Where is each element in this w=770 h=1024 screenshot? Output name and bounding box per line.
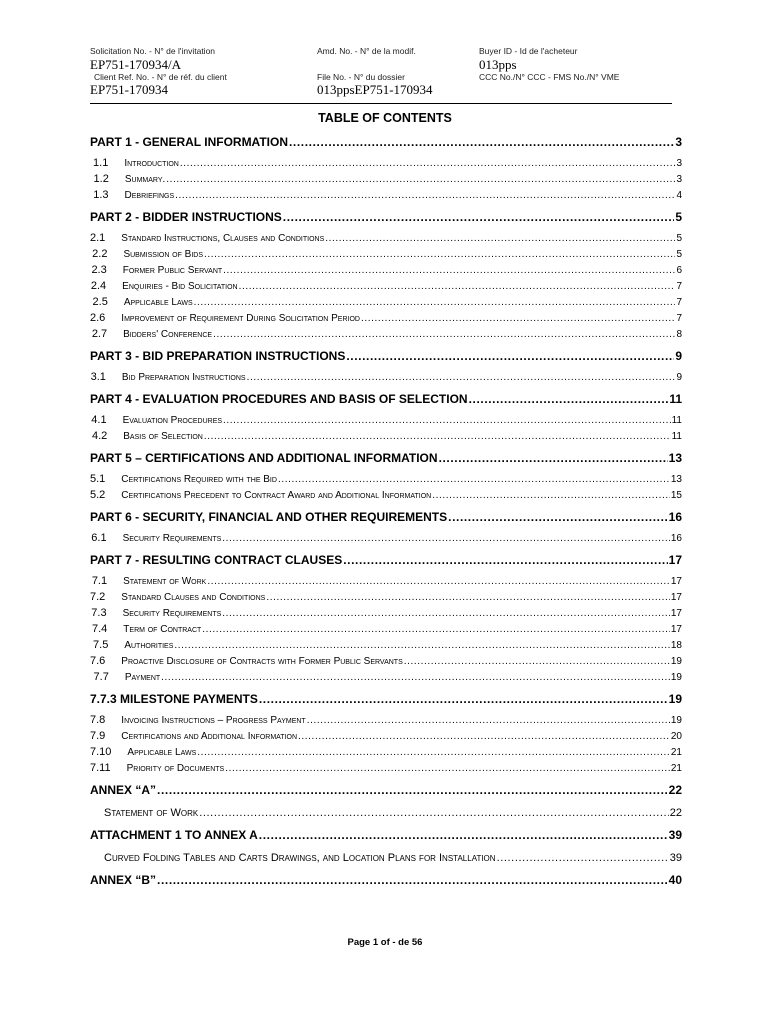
toc-entry-title: Payment bbox=[124, 672, 161, 683]
toc-page-number: 19 bbox=[670, 672, 682, 683]
toc-entry-number: 7.3 bbox=[91, 607, 107, 619]
toc-entry-row[interactable] bbox=[90, 169, 682, 185]
toc-entry-title: Statement of Work bbox=[123, 576, 207, 587]
toc-entry-row[interactable] bbox=[90, 410, 682, 426]
toc-page-number: 7 bbox=[676, 281, 682, 292]
toc-entry-row[interactable] bbox=[90, 801, 682, 819]
toc-entry-number: 1.3 bbox=[93, 189, 109, 201]
ccc-label: CCC No./N° CCC - FMS No./N° VME bbox=[479, 72, 620, 82]
toc-entry-title: Applicable Laws bbox=[123, 297, 193, 308]
toc-dot-leader bbox=[175, 190, 675, 201]
toc-entry-number: 3.1 bbox=[90, 371, 106, 383]
toc-entry-title: 7.7.3 MILESTONE PAYMENTS bbox=[90, 692, 258, 706]
toc-part-row[interactable] bbox=[90, 690, 682, 706]
toc-entry-row[interactable] bbox=[90, 324, 682, 340]
toc-page-number: 22 bbox=[668, 783, 682, 797]
toc-entry-row[interactable] bbox=[90, 244, 682, 260]
solicitation-label: Solicitation No. - N° de l'invitation bbox=[90, 46, 216, 56]
toc-entry-title: Certifications Required with the Bid bbox=[121, 474, 277, 485]
toc-part-row[interactable] bbox=[90, 390, 682, 406]
amendment-label: Amd. No. - N° de la modif. bbox=[317, 46, 416, 56]
toc-page-number: 16 bbox=[668, 510, 682, 524]
buyer-id-label: Buyer ID - Id de l'acheteur bbox=[479, 46, 578, 56]
toc-entry-title: PART 3 - BID PREPARATION INSTRUCTIONS bbox=[90, 349, 346, 363]
toc-entry-number: 7.5 bbox=[93, 639, 109, 651]
toc-entry-number: 7.1 bbox=[91, 575, 108, 587]
toc-page-number: 19 bbox=[670, 656, 682, 667]
toc-page-number: 3 bbox=[676, 174, 682, 185]
toc-entry-number: 7.11 bbox=[90, 762, 111, 774]
toc-entry-number: 2.5 bbox=[92, 296, 108, 308]
toc-dot-leader bbox=[439, 451, 668, 465]
toc-page-number: 7 bbox=[676, 313, 682, 324]
toc-entry-number: 7.4 bbox=[92, 623, 108, 635]
toc-page-number: 15 bbox=[670, 490, 682, 501]
toc-entry-number: 2.6 bbox=[90, 312, 106, 324]
toc-entry-title: PART 4 - EVALUATION PROCEDURES AND BASIS OF SELECTION bbox=[90, 392, 468, 406]
toc-entry-number: 2.4 bbox=[90, 280, 107, 292]
toc-entry-title: Standard Instructions, Clauses and Conditions bbox=[121, 233, 325, 244]
toc-dot-leader bbox=[259, 692, 668, 706]
toc-dot-leader bbox=[283, 210, 675, 224]
toc-part-row[interactable] bbox=[90, 449, 682, 465]
toc-page-number: 17 bbox=[670, 592, 682, 603]
toc-page-number: 5 bbox=[676, 249, 682, 260]
toc-dot-leader bbox=[266, 592, 670, 603]
toc-page-number: 7 bbox=[676, 297, 682, 308]
table-of-contents bbox=[90, 130, 682, 887]
toc-entry-number: 2.1 bbox=[90, 232, 106, 244]
toc-entry-number: 7.8 bbox=[90, 714, 106, 726]
buyer-id-value: 013pps bbox=[479, 57, 517, 72]
toc-entry-number: 2.7 bbox=[91, 328, 108, 340]
toc-entry-title: Enquiries - Bid Solicitation bbox=[122, 281, 238, 292]
toc-page-number: 20 bbox=[670, 731, 682, 742]
toc-entry-row[interactable] bbox=[90, 726, 682, 742]
toc-entry-title: ANNEX “A” bbox=[90, 783, 157, 797]
toc-dot-leader bbox=[298, 731, 670, 742]
toc-dot-leader bbox=[225, 763, 670, 774]
toc-entry-row[interactable] bbox=[90, 619, 682, 635]
toc-page-number: 9 bbox=[675, 349, 682, 363]
toc-entry-title: PART 1 - GENERAL INFORMATION bbox=[90, 135, 288, 149]
toc-page-number: 3 bbox=[675, 135, 682, 149]
toc-page-number: 16 bbox=[670, 533, 682, 544]
toc-entry-title: ATTACHMENT 1 TO ANNEX A bbox=[90, 828, 258, 842]
toc-entry-row[interactable] bbox=[90, 185, 682, 201]
toc-entry-title: ANNEX “B” bbox=[90, 873, 157, 887]
toc-entry-title: Security Requirements bbox=[122, 608, 222, 619]
toc-part-row[interactable] bbox=[90, 133, 682, 149]
toc-dot-leader bbox=[204, 249, 675, 260]
toc-dot-leader bbox=[404, 656, 670, 667]
toc-page-number: 17 bbox=[670, 608, 682, 619]
toc-part-row[interactable] bbox=[90, 551, 682, 567]
toc-page-number: 18 bbox=[670, 640, 682, 651]
toc-page-number: 4 bbox=[676, 190, 682, 201]
client-ref-value: EP751-170934 bbox=[90, 82, 168, 97]
toc-dot-leader bbox=[207, 576, 670, 587]
toc-entry-title: Certifications and Additional Information bbox=[121, 731, 298, 742]
toc-dot-leader bbox=[161, 672, 670, 683]
toc-entry-row[interactable] bbox=[90, 651, 682, 667]
toc-entry-row[interactable] bbox=[90, 667, 682, 683]
toc-page-number: 8 bbox=[676, 329, 682, 340]
toc-entry-row[interactable] bbox=[90, 469, 682, 485]
toc-entry-title: Bidders' Conference bbox=[123, 329, 213, 340]
toc-page-number: 11 bbox=[669, 392, 682, 406]
toc-part-row[interactable] bbox=[90, 781, 682, 797]
toc-page-number: 5 bbox=[676, 233, 682, 244]
toc-dot-leader bbox=[194, 297, 676, 308]
toc-dot-leader bbox=[180, 158, 676, 169]
toc-entry-row[interactable] bbox=[90, 308, 682, 324]
toc-entry-number: 5.2 bbox=[90, 489, 106, 501]
toc-entry-title: Standard Clauses and Conditions bbox=[121, 592, 266, 603]
toc-entry-row[interactable] bbox=[90, 367, 682, 383]
toc-dot-leader bbox=[222, 608, 670, 619]
toc-entry-title: Bid Preparation Instructions bbox=[121, 372, 246, 383]
toc-entry-title: Submission of Bids bbox=[123, 249, 204, 260]
toc-page-number: 21 bbox=[670, 747, 682, 758]
toc-entry-row[interactable] bbox=[90, 276, 682, 292]
toc-entry-row[interactable] bbox=[90, 710, 682, 726]
toc-entry-row[interactable] bbox=[90, 292, 682, 308]
toc-dot-leader bbox=[197, 747, 670, 758]
toc-page-number: 17 bbox=[670, 576, 682, 587]
toc-part-row[interactable] bbox=[90, 508, 682, 524]
toc-entry-row[interactable] bbox=[90, 260, 682, 276]
toc-dot-leader bbox=[325, 233, 675, 244]
toc-page-number: 13 bbox=[670, 474, 682, 485]
toc-entry-number: 2.2 bbox=[92, 248, 108, 260]
toc-dot-leader bbox=[166, 174, 675, 185]
toc-entry-number: 7.10 bbox=[90, 746, 112, 758]
solicitation-number: EP751-170934/A bbox=[90, 57, 181, 72]
toc-entry-title: Debriefings bbox=[124, 190, 175, 201]
toc-entry-number: 6.1 bbox=[91, 532, 107, 544]
toc-entry-row[interactable] bbox=[90, 603, 682, 619]
toc-entry-title: Applicable Laws bbox=[127, 747, 197, 758]
toc-entry-row[interactable] bbox=[90, 426, 682, 442]
toc-entry-row[interactable] bbox=[90, 485, 682, 501]
toc-page-number: 3 bbox=[676, 158, 682, 169]
toc-entry-row[interactable] bbox=[90, 153, 682, 169]
toc-entry-number: 2.3 bbox=[91, 264, 107, 276]
toc-dot-leader bbox=[346, 349, 674, 363]
toc-entry-title: Curved Folding Tables and Carts Drawings, and Location Plans for Installation bbox=[104, 852, 496, 864]
header-divider bbox=[90, 103, 672, 104]
toc-page-number: 11 bbox=[671, 431, 682, 442]
toc-entry-row[interactable] bbox=[90, 571, 682, 587]
toc-dot-leader bbox=[497, 852, 669, 864]
toc-entry-title: Introduction bbox=[124, 158, 179, 169]
toc-dot-leader bbox=[239, 281, 676, 292]
toc-entry-number: 1.2 bbox=[93, 173, 109, 185]
file-number-value: 013ppsEP751-170934 bbox=[317, 82, 433, 97]
toc-entry-title: Statement of Work bbox=[104, 807, 199, 819]
toc-entry-title: PART 2 - BIDDER INSTRUCTIONS bbox=[90, 210, 282, 224]
toc-dot-leader bbox=[199, 807, 669, 819]
toc-page-number: 39 bbox=[669, 852, 682, 864]
toc-entry-title: Basis of Selection bbox=[123, 431, 203, 442]
toc-page-number: 13 bbox=[668, 451, 682, 465]
toc-page-number: 9 bbox=[676, 372, 682, 383]
toc-dot-leader bbox=[307, 715, 670, 726]
toc-dot-leader bbox=[204, 431, 671, 442]
toc-entry-title: Former Public Servant bbox=[122, 265, 223, 276]
toc-part-row[interactable] bbox=[90, 871, 682, 887]
toc-page-number: 19 bbox=[670, 715, 682, 726]
toc-entry-row[interactable] bbox=[90, 587, 682, 603]
toc-page-number: 17 bbox=[670, 624, 682, 635]
toc-part-row[interactable] bbox=[90, 347, 682, 363]
toc-dot-leader bbox=[343, 553, 667, 567]
toc-entry-title: Evaluation Procedures bbox=[122, 415, 223, 426]
toc-entry-number: 7.6 bbox=[90, 655, 106, 667]
toc-entry-title: PART 6 - SECURITY, FINANCIAL AND OTHER REQUIREMENTS bbox=[90, 510, 448, 524]
toc-dot-leader bbox=[432, 490, 670, 501]
toc-entry-number: 5.1 bbox=[90, 473, 106, 485]
toc-entry-title: Certifications Precedent to Contract Award and Additional Information bbox=[121, 490, 432, 501]
toc-entry-row[interactable] bbox=[90, 528, 682, 544]
toc-dot-leader bbox=[289, 135, 674, 149]
toc-dot-leader bbox=[174, 640, 669, 651]
toc-part-row[interactable] bbox=[90, 826, 682, 842]
page-footer: Page 1 of - de 56 bbox=[347, 937, 423, 948]
client-ref-label: Client Ref. No. - N° de réf. du client bbox=[94, 72, 227, 82]
toc-entry-title: Invoicing Instructions – Progress Payment bbox=[121, 715, 306, 726]
toc-page-number: 11 bbox=[671, 415, 682, 426]
toc-entry-title: Security Requirements bbox=[122, 533, 222, 544]
toc-entry-number: 4.2 bbox=[91, 430, 108, 442]
toc-dot-leader bbox=[222, 533, 670, 544]
toc-page-number: 21 bbox=[670, 763, 682, 774]
toc-dot-leader bbox=[202, 624, 670, 635]
toc-entry-row[interactable] bbox=[90, 635, 682, 651]
toc-entry-title: Improvement of Requirement During Solicitation Period bbox=[121, 313, 360, 324]
toc-dot-leader bbox=[223, 265, 675, 276]
toc-entry-number: 7.9 bbox=[90, 730, 106, 742]
file-number-label: File No. - N° du dossier bbox=[317, 72, 405, 82]
toc-entry-title: Proactive Disclosure of Contracts with Former Public Servants bbox=[121, 656, 403, 667]
toc-dot-leader bbox=[259, 828, 668, 842]
toc-entry-title: Term of Contract bbox=[123, 624, 202, 635]
toc-entry-title: Priority of Documents bbox=[126, 763, 225, 774]
toc-page-number: 40 bbox=[668, 873, 682, 887]
toc-part-row[interactable] bbox=[90, 208, 682, 224]
toc-dot-leader bbox=[213, 329, 675, 340]
toc-page-number: 22 bbox=[669, 807, 682, 819]
toc-page-number: 6 bbox=[676, 265, 682, 276]
toc-entry-title: PART 5 – CERTIFICATIONS AND ADDITIONAL INFORMATION bbox=[90, 451, 438, 465]
toc-page-number: 17 bbox=[668, 553, 682, 567]
toc-entry-number: 4.1 bbox=[91, 414, 107, 426]
toc-page-number: 39 bbox=[668, 828, 682, 842]
toc-entry-row[interactable] bbox=[90, 846, 682, 864]
toc-title: TABLE OF CONTENTS bbox=[318, 111, 452, 125]
toc-page-number: 19 bbox=[668, 692, 682, 706]
toc-entry-row[interactable] bbox=[90, 758, 682, 774]
toc-entry-row[interactable] bbox=[90, 228, 682, 244]
toc-dot-leader bbox=[278, 474, 670, 485]
toc-entry-number: 1.1 bbox=[93, 157, 109, 169]
toc-dot-leader bbox=[247, 372, 676, 383]
toc-dot-leader bbox=[157, 873, 668, 887]
toc-dot-leader bbox=[157, 783, 668, 797]
toc-entry-title: PART 7 - RESULTING CONTRACT CLAUSES bbox=[90, 553, 343, 567]
toc-dot-leader bbox=[448, 510, 668, 524]
toc-entry-number: 7.7 bbox=[93, 671, 109, 683]
toc-dot-leader bbox=[469, 392, 669, 406]
toc-entry-row[interactable] bbox=[90, 742, 682, 758]
toc-entry-number: 7.2 bbox=[90, 591, 106, 603]
toc-page-number: 5 bbox=[675, 210, 682, 224]
toc-dot-leader bbox=[223, 415, 671, 426]
toc-dot-leader bbox=[361, 313, 675, 324]
toc-entry-title: Authorities bbox=[124, 640, 174, 651]
toc-entry-title: Summary. bbox=[124, 174, 166, 185]
